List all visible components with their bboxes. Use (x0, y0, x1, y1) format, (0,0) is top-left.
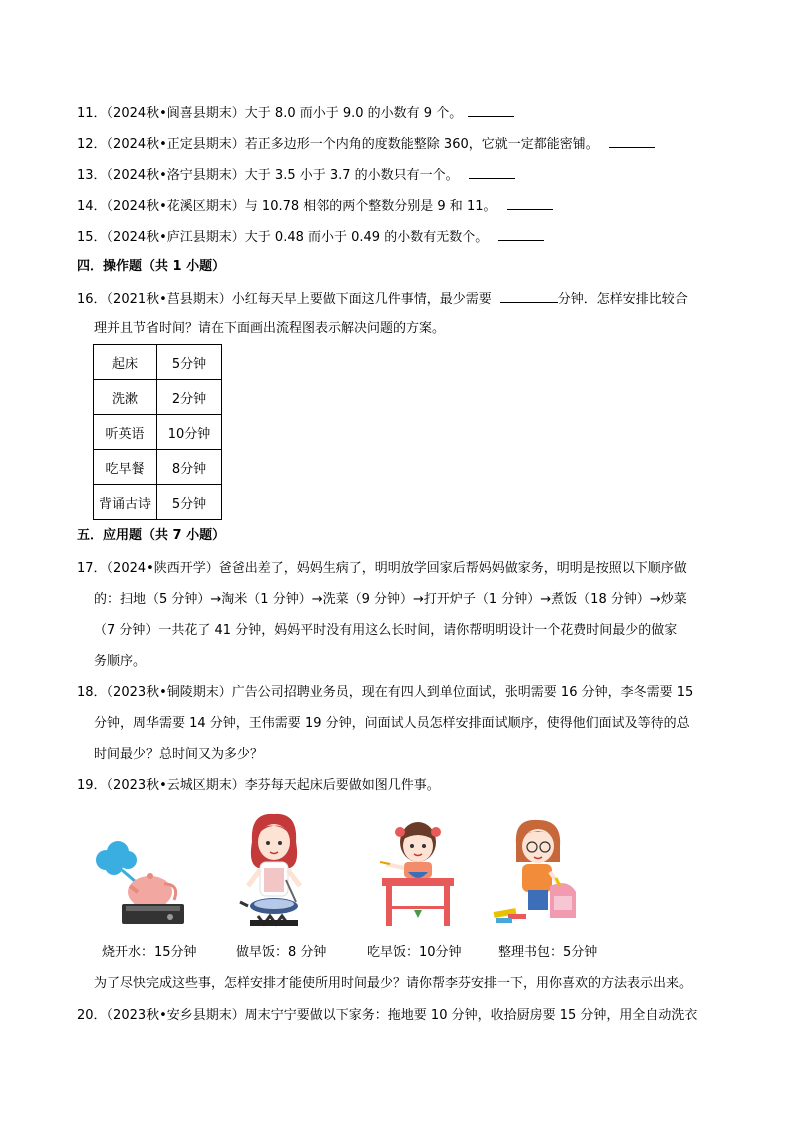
table-cell: 听英语 (94, 415, 157, 450)
answer-blank[interactable] (469, 166, 515, 179)
question-17-line2: 的：扫地（5 分钟）→淘米（1 分钟）→洗菜（9 分钟）→打开炉子（1 分钟）→煮饭（18 分钟）→炒菜 (94, 592, 687, 607)
table-cell: 5分钟 (157, 485, 222, 520)
kettle-icon (128, 873, 176, 908)
table-cell: 2分钟 (157, 380, 222, 415)
task-time-table (93, 344, 222, 520)
answer-blank[interactable] (500, 290, 558, 303)
table-cell: 8分钟 (157, 450, 222, 485)
books-icon (494, 908, 526, 923)
question-14 (77, 197, 553, 215)
question-text: 12．（2024秋•正定县期末）若正多边形一个内角的度数能整除 360，它就一定都能密铺。 (77, 137, 599, 152)
table-row (94, 485, 222, 520)
question-17: 17．（2024•陕西开学）爸爸出差了，妈妈生病了，明明放学回家后帮妈妈做家务，明明是按照以下顺序做 (77, 561, 687, 576)
question-18-line2: 分钟，周华需要 14 分钟，王伟需要 19 分钟，问面试人员怎样安排面试顺序，使得他们面试及等待的总 (94, 716, 690, 731)
question-text: 分钟．怎样安排比较合 (557, 292, 688, 307)
question-18: 18．（2023秋•铜陵期末）广告公司招聘业务员，现在有四人到单位面试，张明需要 16 分钟，李冬需要 15 (77, 685, 694, 700)
question-text: 14．（2024秋•花溪区期末）与 10.78 相邻的两个整数分别是 9 和 11。 (77, 199, 497, 214)
stove-icon (122, 904, 184, 924)
question-text: 13．（2024秋•洛宁县期末）大于 3.5 小于 3.7 的小数只有一个。 (77, 168, 459, 183)
question-19: 19．（2023秋•云城区期末）李芬每天起床后要做如图几件事。 (77, 778, 440, 793)
girl-eating-illustration (378, 814, 458, 928)
caption-pack-schoolbag: 整理书包：5分钟 (498, 945, 598, 960)
caption-cook-breakfast: 做早饭：8 分钟 (236, 945, 327, 960)
question-text: 15．（2024秋•庐江县期末）大于 0.48 而小于 0.49 的小数有无数个。 (77, 230, 489, 245)
kettle-stove-illustration (92, 840, 190, 928)
answer-blank[interactable] (498, 228, 544, 241)
answer-blank[interactable] (609, 135, 655, 148)
girl-cooking-illustration (234, 810, 312, 928)
question-18-line3: 时间最少？总时间又为多少？ (94, 747, 264, 762)
steam-cloud (96, 841, 137, 875)
question-19-line2: 为了尽快完成这些事，怎样安排才能使所用时间最少？请你帮李芬安排一下，用你喜欢的方法表示出来。 (94, 976, 693, 991)
question-text: 16．（2021秋•莒县期末）小红每天早上要做下面这几件事情，最少需要 (77, 292, 492, 307)
section-heading-4: 四．操作题（共 1 小题） (77, 259, 226, 274)
table-row (94, 415, 222, 450)
question-text: 11．（2024秋•阆喜县期末）大于 8.0 而小于 9.0 的小数有 9 个。 (77, 106, 463, 121)
question-17-line4: 务顺序。 (94, 654, 147, 669)
table-row (94, 450, 222, 485)
girl-packing-bag-illustration (490, 816, 580, 928)
table-row (94, 380, 222, 415)
question-12 (77, 135, 655, 153)
question-13 (77, 166, 515, 184)
answer-blank[interactable] (468, 104, 514, 117)
caption-eat-breakfast: 吃早饭：10分钟 (367, 945, 462, 960)
table-cell: 洗漱 (94, 380, 157, 415)
table-cell: 10分钟 (157, 415, 222, 450)
wok-icon (240, 898, 298, 914)
question-11 (77, 104, 514, 122)
section-heading-5: 五．应用题（共 7 小题） (77, 528, 226, 543)
table-cell: 起床 (94, 345, 157, 380)
question-16 (77, 290, 688, 308)
schoolbag-icon (550, 878, 576, 918)
table-cell: 5分钟 (157, 345, 222, 380)
question-17-line3: （7 分钟）一共花了 41 分钟，妈妈平时没有用这么长时间，请你帮明明设计一个花费时间最少的做家 (94, 623, 678, 638)
table-icon (382, 878, 454, 926)
question-15 (77, 228, 544, 246)
caption-boil-water: 烧开水：15分钟 (102, 945, 197, 960)
question-20: 20．（2023秋•安乡县期末）周末宁宁要做以下家务：拖地要 10 分钟，收拾厨房要 15 分钟，用全自动洗衣 (77, 1008, 698, 1023)
question-16-line2: 理并且节省时间？请在下面画出流程图表示解决问题的方案。 (94, 321, 446, 336)
table-cell: 背诵古诗 (94, 485, 157, 520)
answer-blank[interactable] (507, 197, 553, 210)
table-row (94, 345, 222, 380)
table-cell: 吃早餐 (94, 450, 157, 485)
